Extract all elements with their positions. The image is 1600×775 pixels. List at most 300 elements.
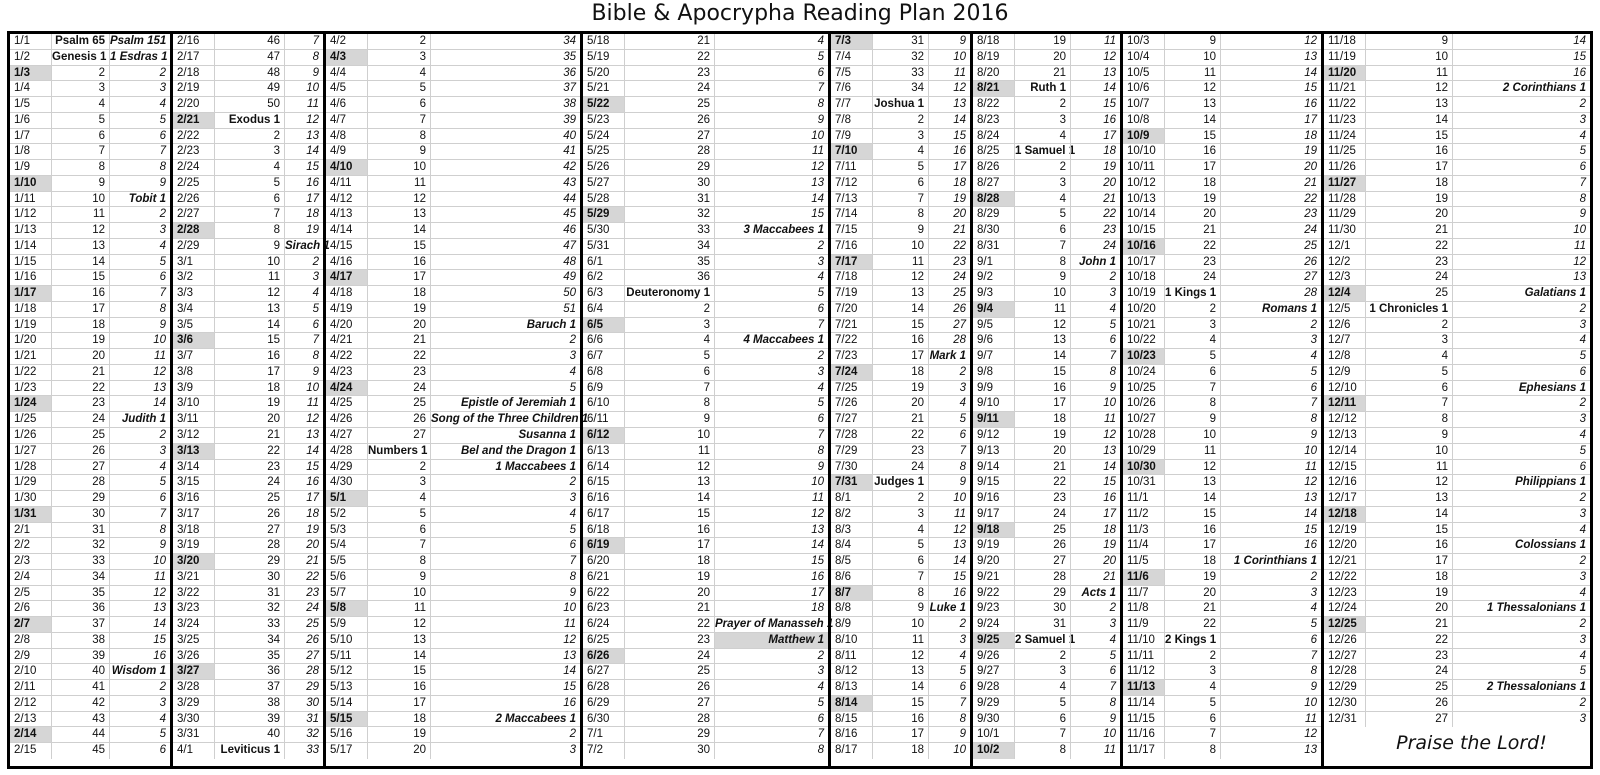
- plan-row: [1324, 34, 1590, 50]
- old-testament-reading: 13: [1365, 491, 1452, 506]
- second-reading: 7: [284, 34, 323, 49]
- second-reading: 4: [714, 270, 828, 285]
- second-reading: 12: [1220, 34, 1321, 49]
- date-cell: 5/18: [587, 35, 610, 47]
- second-reading: 22: [928, 239, 970, 254]
- date-cell: 10/25: [1127, 381, 1156, 394]
- old-testament-reading: 8: [367, 129, 430, 144]
- plan-row: [831, 333, 970, 349]
- date-cell: 2/20: [177, 98, 200, 111]
- second-reading: 24: [928, 270, 970, 285]
- second-reading: 13: [714, 523, 828, 538]
- date-cell: 8/15: [835, 712, 858, 725]
- date-cell: 1/2: [14, 50, 30, 63]
- date-cell: 7/13: [835, 192, 858, 205]
- second-reading: 25: [284, 617, 323, 632]
- plan-row: [326, 428, 580, 444]
- date-cell: 6/24: [587, 618, 610, 631]
- plan-row: [10, 727, 170, 743]
- old-testament-reading: 33: [51, 554, 109, 569]
- plan-row: [10, 81, 170, 97]
- second-reading: 11: [1220, 712, 1321, 727]
- old-testament-reading: 22: [1164, 239, 1220, 254]
- date-cell: 9/20: [977, 555, 1000, 568]
- plan-row: [173, 50, 323, 66]
- plan-row: [10, 633, 170, 649]
- plan-row: [326, 207, 580, 223]
- plan-row: [831, 507, 970, 523]
- old-testament-reading: 28: [624, 144, 714, 159]
- second-reading: 4: [1452, 129, 1590, 144]
- date-cell: 2/14: [10, 727, 51, 742]
- plan-row: [1324, 239, 1590, 255]
- date-cell: 10/11: [1127, 161, 1155, 174]
- date-cell: 7/14: [835, 208, 858, 221]
- plan-row: [326, 381, 580, 397]
- old-testament-reading: 23: [214, 460, 284, 475]
- date-cell: 10/23: [1123, 349, 1164, 364]
- second-reading: 8: [430, 570, 580, 585]
- old-testament-reading: 15: [872, 318, 928, 333]
- second-reading: 4: [109, 97, 170, 112]
- old-testament-reading: 17: [51, 302, 109, 317]
- second-reading: Ephesians 1: [1452, 381, 1590, 396]
- plan-row: [583, 81, 828, 97]
- date-cell: 1/10: [10, 176, 51, 191]
- plan-row: [326, 712, 580, 728]
- date-cell: 2/7: [10, 617, 51, 632]
- second-reading: 9: [928, 34, 970, 49]
- old-testament-reading: 4: [1014, 680, 1070, 695]
- plan-row: [1123, 223, 1321, 239]
- second-reading: 12: [714, 160, 828, 175]
- old-testament-reading: 22: [214, 444, 284, 459]
- second-reading: 23: [928, 255, 970, 270]
- second-reading: 1 Thessalonians 1: [1452, 601, 1590, 616]
- date-cell: 3/10: [177, 397, 200, 410]
- plan-row: [326, 491, 580, 507]
- date-cell: 12/19: [1328, 523, 1357, 536]
- old-testament-reading: 22: [1365, 633, 1452, 648]
- plan-row: [831, 428, 970, 444]
- second-reading: 3: [430, 743, 580, 759]
- old-testament-reading: 6: [872, 554, 928, 569]
- second-reading: 9: [714, 113, 828, 128]
- date-cell: 2/27: [177, 208, 200, 221]
- old-testament-reading: 20: [367, 318, 430, 333]
- old-testament-reading: 23: [1164, 255, 1220, 270]
- date-cell: 3/21: [177, 570, 200, 583]
- date-cell: 6/21: [587, 570, 610, 583]
- old-testament-reading: 31: [872, 34, 928, 49]
- date-cell: 12/27: [1328, 649, 1357, 662]
- second-reading: 12: [714, 507, 828, 522]
- old-testament-reading: 23: [872, 444, 928, 459]
- old-testament-reading: 23: [1365, 649, 1452, 664]
- second-reading: Galatians 1: [1452, 286, 1590, 301]
- date-cell: 4/8: [330, 129, 346, 142]
- old-testament-reading: 8: [624, 396, 714, 411]
- old-testament-reading: 14: [1365, 507, 1452, 522]
- date-cell: 8/13: [835, 681, 858, 694]
- old-testament-reading: 8: [367, 554, 430, 569]
- plan-row: [1123, 207, 1321, 223]
- old-testament-reading: Genesis 1: [51, 50, 109, 65]
- plan-row: [1324, 286, 1590, 302]
- old-testament-reading: 28: [624, 712, 714, 727]
- old-testament-reading: 16: [1365, 144, 1452, 159]
- plan-row: [1324, 192, 1590, 208]
- second-reading: 19: [1070, 538, 1120, 553]
- old-testament-reading: 11: [1164, 444, 1220, 459]
- plan-row: [1123, 712, 1321, 728]
- date-cell: 12/4: [1324, 286, 1365, 301]
- plan-row: [173, 396, 323, 412]
- old-testament-reading: 5: [1365, 365, 1452, 380]
- date-cell: 12/8: [1328, 350, 1351, 363]
- date-cell: 12/9: [1328, 365, 1351, 378]
- second-reading: 2: [109, 680, 170, 695]
- second-reading: 6: [430, 538, 580, 553]
- old-testament-reading: 25: [1365, 680, 1452, 695]
- second-reading: 31: [284, 712, 323, 727]
- second-reading: 16: [1070, 491, 1120, 506]
- plan-row: [10, 396, 170, 412]
- plan-row: [583, 255, 828, 271]
- date-cell: 1/31: [10, 507, 51, 522]
- date-cell: 12/16: [1328, 476, 1357, 489]
- plan-row: [973, 349, 1120, 365]
- old-testament-reading: 18: [367, 286, 430, 301]
- plan-row: [10, 664, 170, 680]
- second-reading: 21: [1220, 176, 1321, 191]
- second-reading: 11: [284, 97, 323, 112]
- plan-row: [10, 66, 170, 82]
- plan-row: [326, 349, 580, 365]
- old-testament-reading: 20: [1014, 444, 1070, 459]
- date-cell: 10/18: [1127, 271, 1156, 284]
- second-reading: 3: [1452, 318, 1590, 333]
- second-reading: 5: [109, 113, 170, 128]
- date-cell: 9/8: [977, 365, 993, 378]
- date-cell: 6/29: [587, 696, 610, 709]
- old-testament-reading: 9: [624, 412, 714, 427]
- plan-row: [173, 712, 323, 728]
- plan-row: [10, 223, 170, 239]
- old-testament-reading: 8: [1365, 412, 1452, 427]
- old-testament-reading: 11: [624, 444, 714, 459]
- old-testament-reading: 8: [1164, 396, 1220, 411]
- second-reading: 12: [1070, 428, 1120, 443]
- second-reading: 8: [1220, 664, 1321, 679]
- date-cell: 4/22: [330, 350, 353, 363]
- plan-row: [173, 270, 323, 286]
- old-testament-reading: 7: [1014, 239, 1070, 254]
- date-cell: 10/15: [1127, 224, 1156, 237]
- second-reading: 3: [1220, 333, 1321, 348]
- second-reading: 14: [928, 554, 970, 569]
- old-testament-reading: 26: [367, 412, 430, 427]
- date-cell: 7/25: [835, 381, 858, 394]
- second-reading: 1 Corinthians 1: [1220, 554, 1321, 569]
- old-testament-reading: 5: [624, 349, 714, 364]
- date-cell: 7/17: [831, 255, 872, 270]
- plan-row: [583, 97, 828, 113]
- second-reading: 44: [430, 192, 580, 207]
- plan-row: [326, 649, 580, 665]
- second-reading: 6: [1070, 664, 1120, 679]
- second-reading: 2: [284, 255, 323, 270]
- second-reading: 4: [109, 460, 170, 475]
- old-testament-reading: 6: [367, 523, 430, 538]
- second-reading: 2: [430, 333, 580, 348]
- date-cell: 7/9: [835, 129, 851, 142]
- plan-row: [173, 586, 323, 602]
- date-cell: 2/2: [14, 539, 30, 552]
- second-reading: 26: [928, 302, 970, 317]
- plan-column: [1321, 34, 1590, 766]
- plan-row: [1123, 554, 1321, 570]
- old-testament-reading: 3: [1014, 113, 1070, 128]
- plan-row: [583, 333, 828, 349]
- second-reading: 13: [109, 601, 170, 616]
- old-testament-reading: 18: [1365, 176, 1452, 191]
- old-testament-reading: 13: [624, 475, 714, 490]
- date-cell: 10/13: [1127, 192, 1156, 205]
- second-reading: 15: [714, 554, 828, 569]
- old-testament-reading: 2: [1014, 649, 1070, 664]
- date-cell: 3/25: [177, 633, 200, 646]
- plan-row: [326, 66, 580, 82]
- old-testament-reading: 20: [1014, 50, 1070, 65]
- date-cell: 6/23: [587, 602, 610, 615]
- second-reading: 7: [714, 318, 828, 333]
- date-cell: 6/8: [587, 365, 603, 378]
- old-testament-reading: 16: [367, 680, 430, 695]
- date-cell: 12/29: [1328, 681, 1357, 694]
- date-cell: 11/29: [1328, 208, 1356, 221]
- old-testament-reading: 46: [214, 34, 284, 49]
- date-cell: 8/26: [977, 161, 1000, 174]
- plan-row: [173, 81, 323, 97]
- date-cell: 1/23: [14, 381, 37, 394]
- old-testament-reading: 25: [624, 664, 714, 679]
- date-cell: 1/29: [14, 476, 37, 489]
- date-cell: 8/28: [973, 192, 1014, 207]
- plan-row: [583, 113, 828, 129]
- old-testament-reading: 21: [214, 428, 284, 443]
- plan-row: [583, 207, 828, 223]
- plan-column: [828, 34, 970, 766]
- second-reading: 21: [1070, 570, 1120, 585]
- date-cell: 10/21: [1127, 318, 1156, 331]
- date-cell: 1/28: [14, 460, 37, 473]
- second-reading: 25: [928, 286, 970, 301]
- second-reading: 42: [430, 160, 580, 175]
- plan-row: [583, 66, 828, 82]
- plan-row: [326, 538, 580, 554]
- plan-row: [583, 286, 828, 302]
- second-reading: 7: [714, 81, 828, 96]
- date-cell: 8/2: [835, 507, 851, 520]
- date-cell: 11/28: [1328, 192, 1356, 205]
- old-testament-reading: 30: [214, 570, 284, 585]
- old-testament-reading: 19: [624, 570, 714, 585]
- second-reading: 14: [109, 617, 170, 632]
- plan-row: [10, 318, 170, 334]
- plan-row: [1123, 144, 1321, 160]
- plan-row: [1123, 302, 1321, 318]
- old-testament-reading: 6: [1164, 365, 1220, 380]
- date-cell: 1/14: [14, 239, 37, 252]
- date-cell: 11/26: [1328, 161, 1356, 174]
- old-testament-reading: 24: [624, 649, 714, 664]
- second-reading: 13: [1070, 444, 1120, 459]
- old-testament-reading: 49: [214, 81, 284, 96]
- date-cell: 7/26: [835, 397, 858, 410]
- plan-row: [831, 113, 970, 129]
- plan-row: [973, 538, 1120, 554]
- plan-row: [326, 129, 580, 145]
- old-testament-reading: 5: [1164, 349, 1220, 364]
- second-reading: 9: [928, 727, 970, 742]
- plan-row: [1324, 207, 1590, 223]
- old-testament-reading: 4: [1164, 333, 1220, 348]
- date-cell: 12/31: [1328, 712, 1357, 725]
- date-cell: 4/15: [330, 239, 353, 252]
- date-cell: 10/6: [1127, 82, 1150, 95]
- old-testament-reading: 44: [51, 727, 109, 742]
- date-cell: 2/8: [14, 633, 30, 646]
- date-cell: 4/9: [330, 145, 346, 158]
- date-cell: 3/16: [177, 492, 200, 505]
- plan-row: [1123, 633, 1321, 649]
- second-reading: 7: [1070, 349, 1120, 364]
- plan-row: [1324, 302, 1590, 318]
- date-cell: 10/12: [1127, 176, 1156, 189]
- date-cell: 1/7: [14, 129, 30, 142]
- plan-row: [10, 412, 170, 428]
- date-cell: 4/23: [330, 365, 353, 378]
- second-reading: 4 Maccabees 1: [714, 333, 828, 348]
- date-cell: 9/4: [973, 302, 1014, 317]
- second-reading: 7: [109, 507, 170, 522]
- old-testament-reading: 12: [872, 270, 928, 285]
- date-cell: 2/28: [173, 223, 214, 238]
- plan-row: [173, 475, 323, 491]
- date-cell: 3/1: [177, 255, 193, 268]
- old-testament-reading: 45: [51, 743, 109, 759]
- plan-row: [326, 239, 580, 255]
- second-reading: 26: [1220, 255, 1321, 270]
- second-reading: 17: [928, 160, 970, 175]
- old-testament-reading: 18: [872, 743, 928, 759]
- plan-row: [173, 743, 323, 759]
- second-reading: 1 Esdras 1: [109, 50, 170, 65]
- second-reading: 10: [1070, 727, 1120, 742]
- old-testament-reading: Leviticus 1: [214, 743, 284, 759]
- second-reading: 15: [284, 460, 323, 475]
- old-testament-reading: 3: [1164, 318, 1220, 333]
- date-cell: 11/24: [1328, 129, 1356, 142]
- second-reading: 5: [1070, 318, 1120, 333]
- date-cell: 12/6: [1328, 318, 1351, 331]
- old-testament-reading: 40: [214, 727, 284, 742]
- second-reading: 12: [928, 523, 970, 538]
- plan-row: [973, 255, 1120, 271]
- old-testament-reading: 16: [1164, 523, 1220, 538]
- date-cell: 12/26: [1328, 633, 1357, 646]
- old-testament-reading: 11: [1365, 66, 1452, 81]
- plan-row: [10, 460, 170, 476]
- second-reading: 38: [430, 97, 580, 112]
- date-cell: 7/15: [835, 224, 858, 237]
- second-reading: 13: [1220, 50, 1321, 65]
- second-reading: 11: [109, 349, 170, 364]
- second-reading: 5: [928, 664, 970, 679]
- plan-row: [973, 270, 1120, 286]
- second-reading: 15: [1220, 81, 1321, 96]
- plan-row: [326, 570, 580, 586]
- date-cell: 12/30: [1328, 696, 1357, 709]
- plan-row: [973, 507, 1120, 523]
- old-testament-reading: 22: [624, 50, 714, 65]
- second-reading: 24: [1220, 223, 1321, 238]
- old-testament-reading: 32: [624, 207, 714, 222]
- second-reading: 16: [1220, 538, 1321, 553]
- plan-row: [1123, 428, 1321, 444]
- old-testament-reading: 2: [214, 129, 284, 144]
- old-testament-reading: 3: [51, 81, 109, 96]
- date-cell: 11/2: [1127, 507, 1149, 520]
- old-testament-reading: 6: [51, 129, 109, 144]
- plan-row: [831, 223, 970, 239]
- second-reading: 9: [284, 365, 323, 380]
- date-cell: 1/13: [14, 224, 37, 237]
- old-testament-reading: 11: [872, 255, 928, 270]
- second-reading: 14: [1220, 66, 1321, 81]
- plan-row: [10, 113, 170, 129]
- old-testament-reading: 24: [214, 475, 284, 490]
- old-testament-reading: 10: [367, 160, 430, 175]
- plan-row: [173, 554, 323, 570]
- old-testament-reading: 26: [1365, 696, 1452, 711]
- old-testament-reading: 18: [1365, 570, 1452, 585]
- date-cell: 5/4: [330, 539, 346, 552]
- plan-row: [326, 460, 580, 476]
- plan-row: [1324, 586, 1590, 602]
- old-testament-reading: 33: [214, 617, 284, 632]
- second-reading: 12: [1070, 50, 1120, 65]
- plan-row: [973, 192, 1120, 208]
- second-reading: 8: [1070, 696, 1120, 711]
- old-testament-reading: 19: [1014, 34, 1070, 49]
- date-cell: 8/7: [831, 586, 872, 601]
- footer-note: Praise the Lord!: [1396, 732, 1547, 754]
- date-cell: 4/30: [330, 476, 353, 489]
- second-reading: 13: [1070, 66, 1120, 81]
- old-testament-reading: 30: [1014, 601, 1070, 616]
- old-testament-reading: 37: [214, 680, 284, 695]
- old-testament-reading: 9: [367, 570, 430, 585]
- second-reading: 36: [430, 66, 580, 81]
- date-cell: 11/25: [1328, 145, 1356, 158]
- plan-row: [1324, 113, 1590, 129]
- old-testament-reading: 3: [1014, 176, 1070, 191]
- old-testament-reading: 34: [872, 81, 928, 96]
- second-reading: 6: [109, 270, 170, 285]
- date-cell: 1/24: [10, 396, 51, 411]
